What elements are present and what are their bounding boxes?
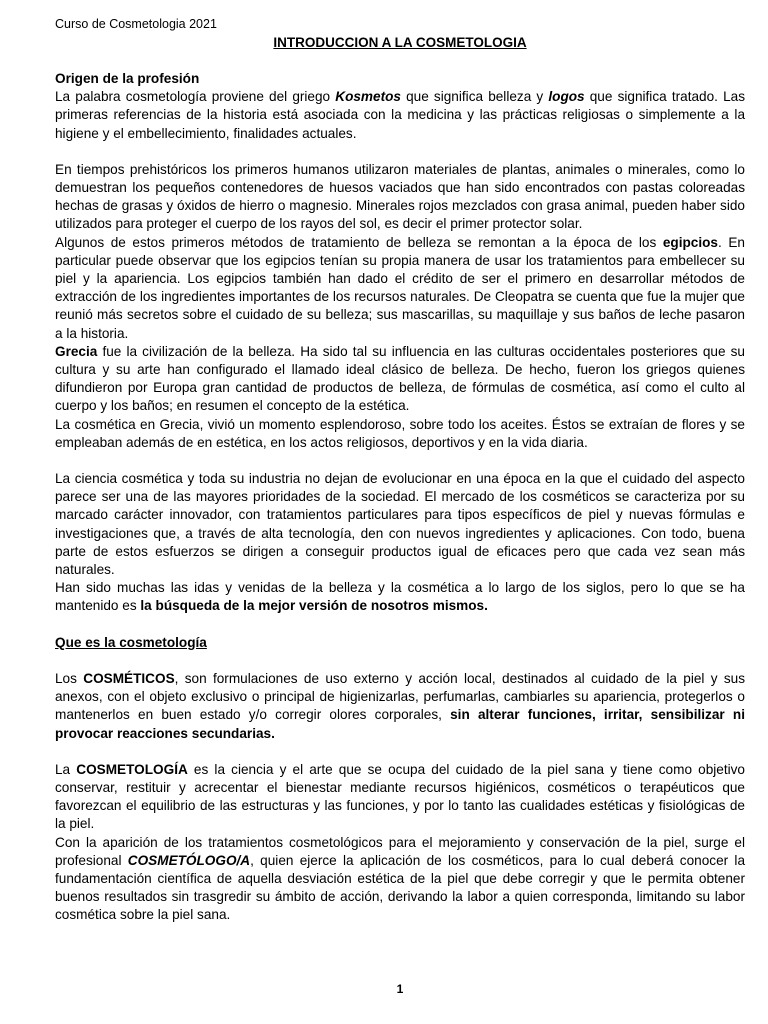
paragraph: En tiempos prehistóricos los primeros humanos utilizaron materiales de plantas, animales o minerales, como lo demuestran los pequeños contenedores de huesos vaciados que han sido encontrados con pastas coloreadas hechas de grasas y óxidos de hierro o magnesio. Minerales rojos mezclados con grasa animal, pueden haber sido utilizados para proteger el cuerpo de los rayos del sol, es decir el primer protector solar. <box>55 161 745 232</box>
text-span: es la ciencia y el arte que se ocupa del cuidado de la piel sana y tiene como objetivo conservar, restituir y acrecentar el bienestar mediante recursos higiénicos, cosméticos o terapéuticos que favorezcan el equilibrio de las estructuras y las funciones, y por lo tanto las cualidades estéticas y fisiológicas de la piel. <box>55 761 745 832</box>
text-span: Han sido muchas las idas y venidas de la belleza y la cosmética a lo largo de los siglos, pero lo que se ha mantenido es <box>55 580 745 614</box>
term-logos: logos <box>548 89 585 105</box>
emphasis-text: la búsqueda de la mejor versión de nosotros mismos. <box>140 598 488 614</box>
course-header: Curso de Cosmetologia 2021 <box>55 17 217 31</box>
text-span: , son formulaciones de uso externo y acción local, destinados al cuidado de la piel y sus anexos, con el objeto exclusivo o principal de higienizarlas, perfumarlas, cambiarles su apariencia, protegerlos o mantenerlos en buen estado y/o corregir olores corporales, <box>55 670 745 723</box>
term-kosmetos: Kosmetos <box>335 89 401 105</box>
term-grecia: Grecia <box>55 343 98 359</box>
document-body <box>55 70 745 925</box>
document-title: INTRODUCCION A LA COSMETOLOGIA <box>273 35 527 50</box>
paragraph <box>55 670 745 743</box>
text-span: , quien ejerce la aplicación de los cosméticos, para lo cual deberá conocer la fundamentación científica de aquella desviación estética de la piel que debe corregir y que le permita obtener buenos resultados sin trasgredir su ámbito de acción, derivando la labor a quien corresponda, limitando su labor cosmética sobre la piel sana. <box>55 852 746 923</box>
text-span: La palabra cosmetología proviene del griego <box>55 89 336 105</box>
text-span: Los <box>55 670 84 686</box>
page-number: 1 <box>396 982 404 996</box>
paragraph <box>55 761 745 834</box>
section-heading-que-es: Que es la cosmetología <box>55 634 207 650</box>
term-egipcios: egipcios <box>662 234 718 250</box>
paragraph <box>55 579 745 615</box>
paragraph <box>55 88 745 143</box>
paragraph <box>55 234 745 343</box>
text-span: Algunos de estos primeros métodos de tratamiento de belleza se remontan a la época de los <box>55 234 663 250</box>
paragraph <box>55 834 745 925</box>
text-span: . En particular puede observar que los egipcios tenían su propia manera de usar los tratamientos para embellecer su piel y la apariencia. Los egipcios también han dado el crédito de ser el primero en desarrollar métodos de extracción de los ingredientes importantes de los recursos naturales. De Cleopatra se cuenta que fue la mujer que reunió más secretos sobre el cuidado de su belleza; sus mascarillas, su maquillaje y sus baños de leche pasaron a la historia. <box>55 234 745 341</box>
text-span: Con la aparición de los tratamientos cosmetológicos para el mejoramiento y conservación de la piel, surge el profesional <box>55 834 745 868</box>
paragraph: La ciencia cosmética y toda su industria no dejan de evolucionar en una época en la que el cuidado del aspecto parece ser una de las mayores prioridades de la sociedad. El mercado de los cosméticos se caracteriza por su marcado carácter innovador, con tratamientos particulares para tipos específicos de piel y nuevas fórmulas e investigaciones que, a través de alta tecnología, den con nuevos ingredientes y aplicaciones. Con todo, buena parte de estos esfuerzos se dirigen a conseguir productos igual de eficaces pero que cada vez sean más naturales. <box>55 471 745 578</box>
text-span: fue la civilización de la belleza. Ha sido tal su influencia en las culturas occidentales posteriores que su cultura y su arte han configurado el llamado ideal clásico de belleza. De hecho, fueron los griegos quienes difundieron por Europa gran cantidad de productos de belleza, de fórmulas de cosmética, así como el culto al cuerpo y los baños; en resumen el concepto de la estética. <box>55 343 745 414</box>
text-span: que significa belleza y <box>400 89 549 105</box>
term-cosmetologo: COSMETÓLOGO/A <box>127 852 251 868</box>
text-span: que significa tratado. Las primeras referencias de la historia está asociada con la medicina y las prácticas religiosas o simplemente a la higiene y el embellecimiento, finalidades actuales. <box>55 89 745 141</box>
section-heading-origen: Origen de la profesión <box>55 71 200 86</box>
term-cosmeticos: COSMÉTICOS <box>83 670 175 686</box>
emphasis-text: sin alterar funciones, irritar, sensibilizar ni provocar reacciones secundarias. <box>55 707 745 741</box>
paragraph <box>55 343 745 416</box>
text-span: La <box>55 761 77 777</box>
term-cosmetologia: COSMETOLOGÍA <box>76 761 188 777</box>
paragraph: La cosmética en Grecia, vivió un momento esplendoroso, sobre todo los aceites. Éstos se extraían de flores y se empleaban además de en estética, en los actos religiosos, deportivos y en la vida diaria. <box>55 416 745 450</box>
